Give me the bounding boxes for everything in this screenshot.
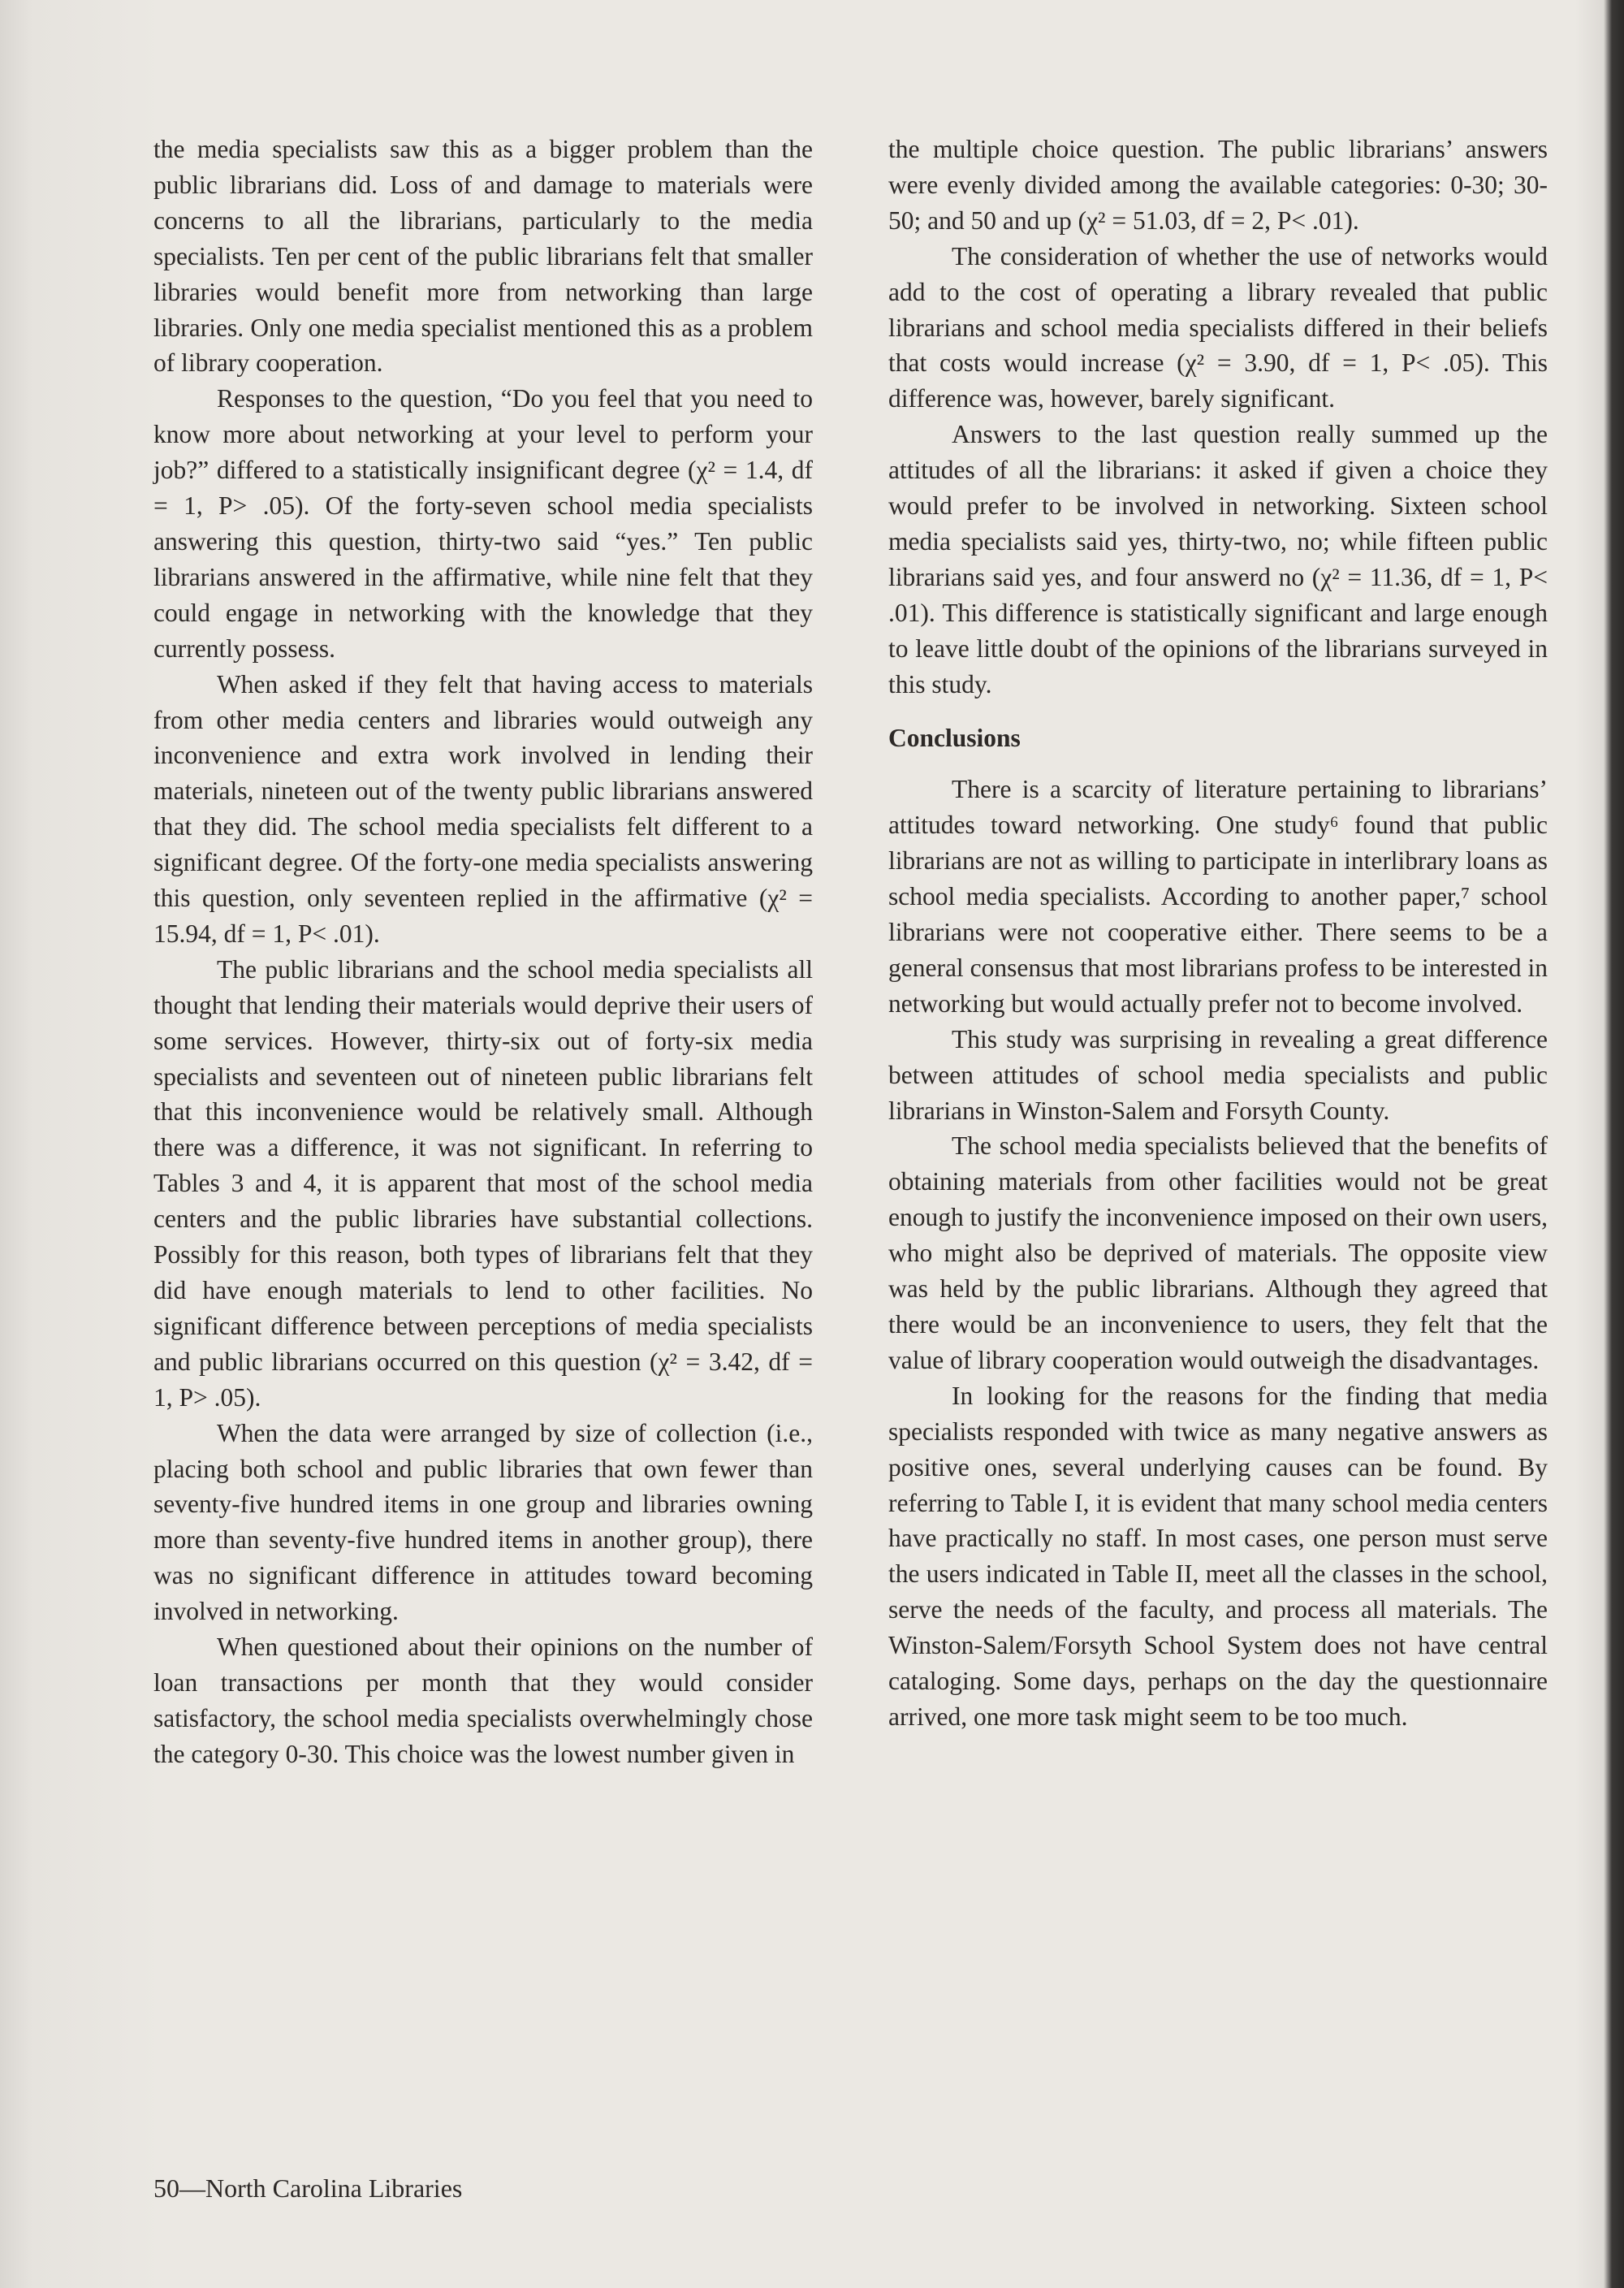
right-column [888,132,1548,1735]
paragraph: In looking for the reasons for the finding that media specialists responded with twice as many negative answers as positive ones, several underlying causes can be found. By referring to Table I, it is evident that many school media centers have practically no staff. In most cases, one person must serve the users indicated in Table II, meet all the classes in the school, serve the needs of the faculty, and process all materials. The Winston-Salem/Forsyth School System does not have central cataloging. Some days, perhaps on the day the questionnaire arrived, one more task might seem to be too much. [888,1381,1548,1731]
paragraph: The school media specialists believed that the benefits of obtaining materials from other facilities would not be great enough to justify the inconvenience imposed on their own users, who might also be deprived of materials. The opposite view was held by the public librarians. Although they agreed that there would be an inconvenience to users, they felt that the value of library cooperation would outweigh the disadvantages. [888,1131,1548,1374]
paragraph: the media specialists saw this as a bigger problem than the public librarians did. Loss of and damage to materials were concerns to all the librarians, particularly to the media specialists. Ten per cent of the public librarians felt that smaller libraries would benefit more from networking than large libraries. Only one media specialist mentioned this as a problem of library cooperation. [153,135,813,378]
paragraph: When questioned about their opinions on the number of loan transactions per month that they would consider satisfactory, the school media specialists overwhelmingly chose the category 0-30. This choice was the lowest number given in [153,1633,813,1768]
paragraph: When the data were arranged by size of collection (i.e., placing both school and public libraries that own fewer than seventy-five hundred items in one group and libraries owning more than seventy-five hundred items in another group), there was no significant difference in attitudes toward becoming involved in networking. [153,1418,813,1626]
page-footer: 50—North Carolina Libraries [153,2173,463,2203]
paragraph: The consideration of whether the use of networks would add to the cost of operating a library revealed that public librarians and school media specialists differed in their beliefs that costs would increase (χ² = 3.90, df = 1, P< .05). This difference was, however, barely significant. [888,241,1548,413]
section-heading: Conclusions [888,723,1021,752]
paragraph: Answers to the last question really summed up the attitudes of all the librarians: it asked if given a choice they would prefer to be involved in networking. Sixteen school media specialists said yes, thirty-two, no; while fifteen public librarians said yes, and four answerd no (χ² = 11.36, df = 1, P< .01). This difference is statistically significant and large enough to leave little doubt of the opinions of the librarians surveyed in this study. [888,420,1548,699]
paragraph: Responses to the question, “Do you feel that you need to know more about networking at your level to perform your job?” differed to a statistically insignificant degree (χ² = 1.4, df = 1, P> .05). Of the forty-seven school media specialists answering this question, thirty-two said “yes.” Ten public librarians answered in the affirmative, while nine felt that they could engage in networking with the knowledge that they currently possess. [153,384,813,663]
paragraph: There is a scarcity of literature pertaining to librarians’ attitudes toward networking. One study⁶ found that public librarians are not as willing to participate in interlibrary loans as school media specialists. According to another paper,⁷ school librarians were not cooperative either. There seems to be a general consensus that most librarians profess to be interested in networking but would actually prefer not to become involved. [888,775,1548,1018]
paragraph: the multiple choice question. The public librarians’ answers were evenly divided among the available categories: 0-30; 30-50; and 50 and up (χ² = 51.03, df = 2, P< .01). [888,135,1548,235]
paragraph: When asked if they felt that having access to materials from other media centers and libraries would outweigh any inconvenience and extra work involved in lending their materials, nineteen out of the twenty public librarians answered that they did. The school media specialists felt different to a significant degree. Of the forty-one media specialists answering this question, only seventeen replied in the affirmative (χ² = 15.94, df = 1, P< .01). [153,669,813,948]
paragraph: The public librarians and the school media specialists all thought that lending their materials would deprive their users of some services. However, thirty-six out of forty-six media specialists and seventeen out of nineteen public librarians felt that this inconvenience would be relatively small. Although there was a difference, it was not significant. In referring to Tables 3 and 4, it is apparent that most of the school media centers and the public libraries have substantial collections. Possibly for this reason, both types of librarians felt that they did have enough materials to lend to other facilities. No significant difference between perceptions of media specialists and public librarians occurred on this question (χ² = 3.42, df = 1, P> .05). [153,954,813,1412]
paragraph: This study was surprising in revealing a great difference between attitudes of school media specialists and public librarians in Winston-Salem and Forsyth County. [888,1024,1548,1125]
left-column [153,132,813,1772]
